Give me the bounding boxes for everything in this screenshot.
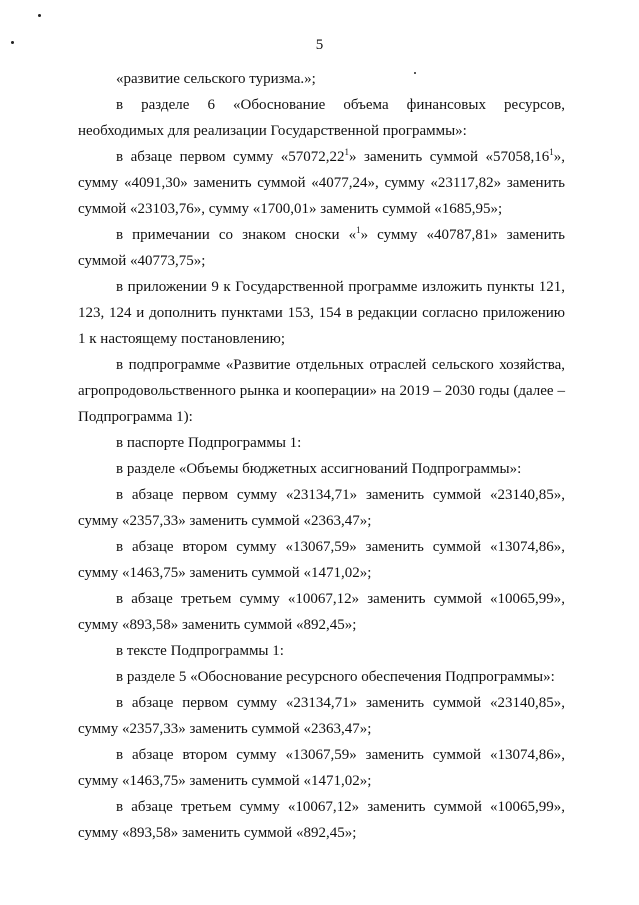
paragraph: в тексте Подпрограммы 1: xyxy=(116,643,284,659)
footnote-mark: 1 xyxy=(344,147,350,157)
paragraph: в разделе 5 «Обоснование ресурсного обеспечения Подпрограммы»: xyxy=(116,669,555,685)
paragraph: в абзаце втором сумму «13067,59» заменить суммой «13074,86», сумму «1463,75» заменить суммой «1471,02»; xyxy=(78,747,565,789)
paragraph: в абзаце первом сумму «23134,71» заменить суммой «23140,85», сумму «2357,33» заменить суммой «2363,47»; xyxy=(78,487,565,529)
page-number: 5 xyxy=(315,37,324,53)
paragraph: в паспорте Подпрограммы 1: xyxy=(116,435,302,451)
paragraph: в абзаце втором сумму «13067,59» заменить суммой «13074,86», сумму «1463,75» заменить суммой «1471,02»; xyxy=(78,539,565,581)
footnote-mark: 1 xyxy=(549,147,554,157)
scan-speck xyxy=(38,14,41,17)
paragraph: в разделе 6 «Обоснование объема финансовых ресурсов, необходимых для реализации Государственной программы»: xyxy=(78,97,565,139)
scan-speck xyxy=(11,41,14,44)
paragraph: в абзаце первом сумму «57072,22$^1$» заменить суммой «57058,16$^1$», сумму «4091,30» заменить суммой «4077,24», сумму «23117,82» заменить суммой «23103,76», сумму «1700,01» заменить суммой «1685,95»; xyxy=(78,147,565,217)
footnote-mark: 1 xyxy=(356,225,361,235)
paragraph: в абзаце первом сумму «23134,71» заменить суммой «23140,85», сумму «2357,33» заменить суммой «2363,47»; xyxy=(78,695,565,737)
document-body xyxy=(78,66,565,846)
paragraph: в примечании со знаком сноски «$^1$» сумму «40787,81» заменить суммой «40773,75»; xyxy=(78,225,565,269)
paragraph: в приложении 9 к Государственной программе изложить пункты 121, 123, 124 и дополнить пунктами 153, 154 в редакции согласно приложению 1 к настоящему постановлению; xyxy=(78,279,565,347)
scan-speck xyxy=(414,72,416,74)
paragraph: «развитие сельского туризма.»; xyxy=(116,71,316,87)
paragraph: в абзаце третьем сумму «10067,12» заменить суммой «10065,99», сумму «893,58» заменить суммой «892,45»; xyxy=(78,799,565,841)
paragraph: в подпрограмме «Развитие отдельных отраслей сельского хозяйства, агропродовольственного рынка и кооперации» на 2019 – 2030 годы (далее – Подпрограмма 1): xyxy=(78,357,565,425)
paragraph: в разделе «Объемы бюджетных ассигнований Подпрограммы»: xyxy=(116,461,522,477)
paragraph: в абзаце третьем сумму «10067,12» заменить суммой «10065,99», сумму «893,58» заменить суммой «892,45»; xyxy=(78,591,565,633)
